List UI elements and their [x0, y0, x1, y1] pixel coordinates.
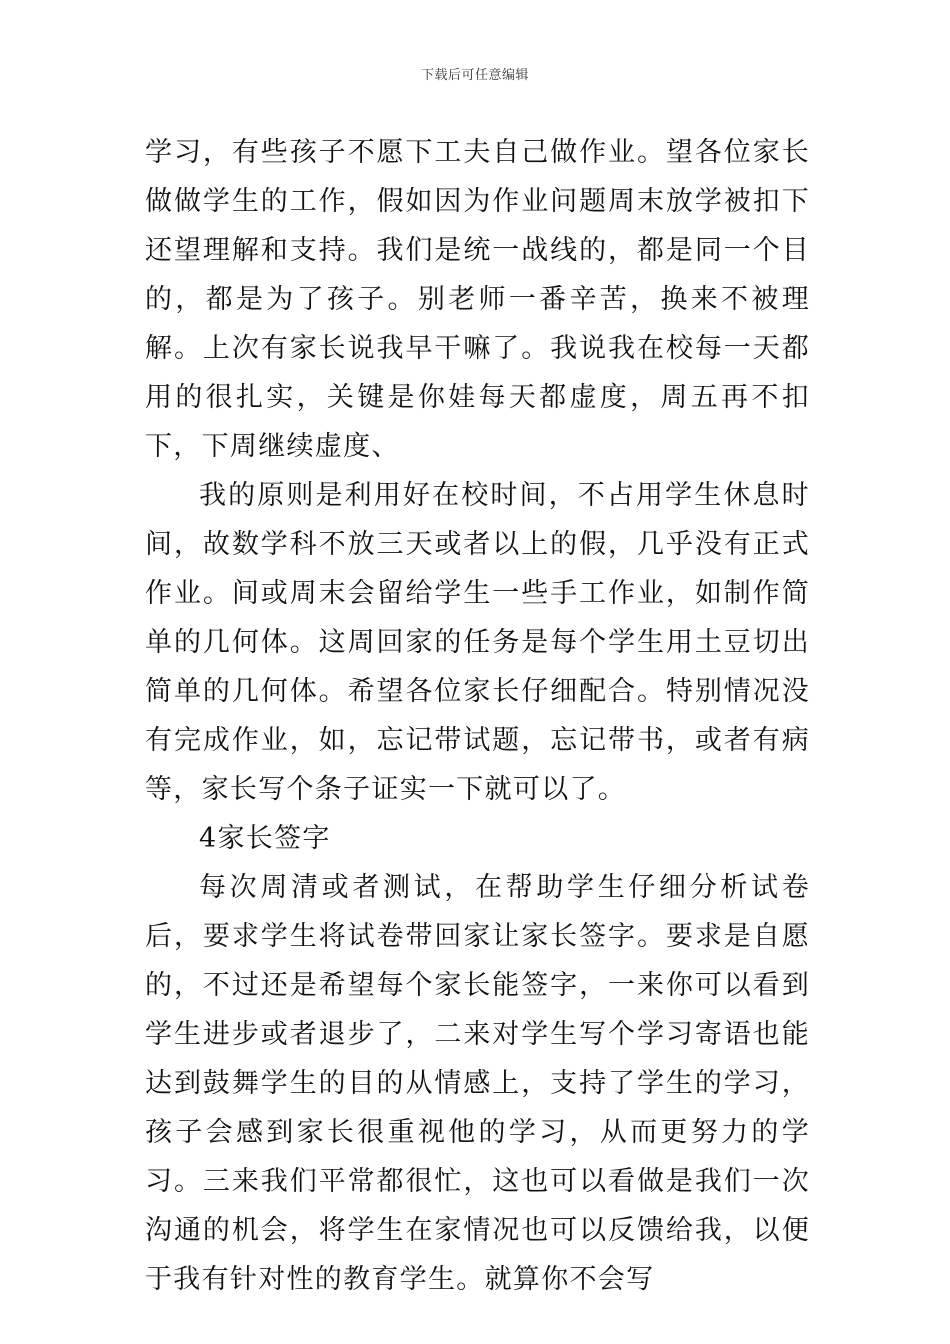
- document-body: [145, 128, 810, 1304]
- paragraph-continuation: 学习，有些孩子不愿下工夫自己做作业。望各位家长做做学生的工作，假如因为作业问题周末放学被扣下还望理解和支持。我们是统一战线的，都是同一个目的，都是为了孩子。别老师一番辛苦，换来不被理解。上次有家长说我早干嘛了。我说我在校每一天都用的很扎实，关键是你娃每天都虚度，周五再不扣下，下周继续虚度、: [145, 137, 810, 462]
- page-header: 下载后可任意编辑: [420, 68, 529, 83]
- paragraph-signature: 每次周清或者测试，在帮助学生仔细分析试卷后，要求学生将试卷带回家让家长签字。要求是自愿的，不过还是希望每个家长能签字，一来你可以看到学生进步或者退步了，二来对学生写个学习寄语也能达到鼓舞学生的目的从情感上，支持了学生的学习，孩子会感到家长很重视他的学习，从而更努力的学习。三来我们平常都很忙，这也可以看做是我们一次沟通的机会，将学生在家情况也可以反馈给我，以便于我有针对性的教育学生。就算你不会写: [145, 872, 810, 1295]
- section-heading: 4家长签字: [199, 823, 331, 854]
- paragraph-principle: 我的原则是利用好在校时间，不占用学生休息时间，故数学科不放三天或者以上的假，几乎没有正式作业。间或周末会留给学生一些手工作业，如制作简单的几何体。这周回家的任务是每个学生用土豆切出简单的几何体。希望各位家长仔细配合。特别情况没有完成作业，如，忘记带试题，忘记带书，或者有病等，家长写个条子证实一下就可以了。: [145, 480, 810, 805]
